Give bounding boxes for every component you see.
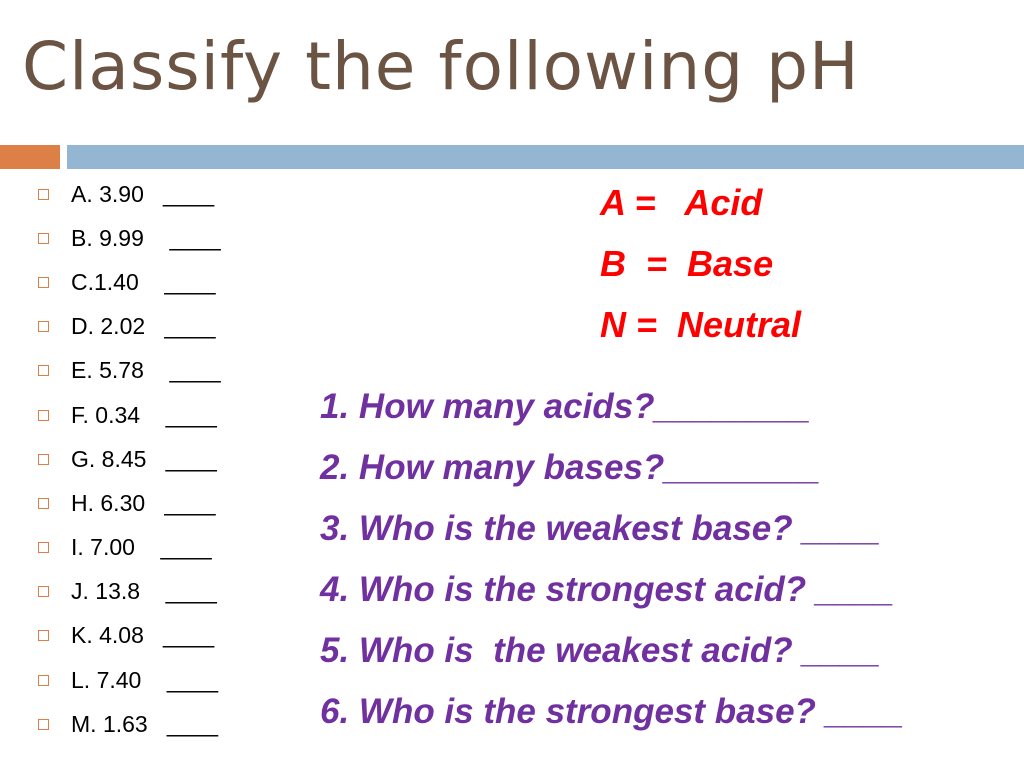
ph-item-text: C.1.40 ____: [71, 268, 216, 295]
accent-bar: [0, 145, 60, 169]
square-bullet-icon: [38, 454, 49, 465]
list-item: [38, 260, 308, 304]
ph-item-text: J. 13.8 ____: [71, 578, 217, 605]
legend-neutral: N = Neutral: [600, 303, 802, 345]
square-bullet-icon: [38, 719, 49, 730]
square-bullet-icon: [38, 277, 49, 288]
question-item: 2. How many bases?________: [320, 447, 821, 487]
legend-acid: A = Acid: [600, 181, 763, 223]
ph-item-text: G. 8.45 ____: [71, 445, 217, 472]
ph-value-list: [38, 172, 308, 746]
square-bullet-icon: [38, 321, 49, 332]
square-bullet-icon: [38, 365, 49, 376]
list-item: [38, 172, 308, 216]
list-item: [38, 702, 308, 746]
list-item: [38, 570, 308, 614]
question-item: 1. How many acids?________: [320, 386, 811, 426]
ph-item-text: B. 9.99 ____: [71, 224, 221, 251]
list-item: [38, 437, 308, 481]
ph-item-text: E. 5.78 ____: [71, 357, 221, 384]
ph-item-text: D. 2.02 ____: [71, 313, 216, 340]
list-item: [38, 305, 308, 349]
square-bullet-icon: [38, 233, 49, 244]
list-item: [38, 349, 308, 393]
square-bullet-icon: [38, 189, 49, 200]
list-item: [38, 658, 308, 702]
question-item: 4. Who is the strongest acid? ____: [320, 569, 894, 609]
slide-title: Classify the following pH: [22, 28, 860, 105]
square-bullet-icon: [38, 675, 49, 686]
square-bullet-icon: [38, 586, 49, 597]
list-item: [38, 481, 308, 525]
square-bullet-icon: [38, 410, 49, 421]
ph-item-text: F. 0.34 ____: [71, 401, 217, 428]
list-item: [38, 216, 308, 260]
square-bullet-icon: [38, 498, 49, 509]
ph-item-text: I. 7.00 ____: [71, 534, 212, 561]
title-underline-bar: [67, 145, 1024, 169]
question-item: 5. Who is the weakest acid? ____: [320, 630, 881, 670]
ph-item-text: A. 3.90 ____: [71, 180, 215, 207]
legend-base: B = Base: [600, 242, 774, 284]
classification-legend: [600, 172, 801, 355]
ph-item-text: L. 7.40 ____: [71, 666, 219, 693]
square-bullet-icon: [38, 630, 49, 641]
list-item: [38, 526, 308, 570]
list-item: [38, 614, 308, 658]
list-item: [38, 393, 308, 437]
square-bullet-icon: [38, 542, 49, 553]
ph-item-text: K. 4.08 ____: [71, 622, 215, 649]
ph-item-text: H. 6.30 ____: [71, 489, 216, 516]
question-list: [320, 376, 904, 742]
question-item: 3. Who is the weakest base? ____: [320, 508, 881, 548]
question-item: 6. Who is the strongest base? ____: [320, 691, 904, 731]
ph-item-text: M. 1.63 ____: [71, 710, 219, 737]
